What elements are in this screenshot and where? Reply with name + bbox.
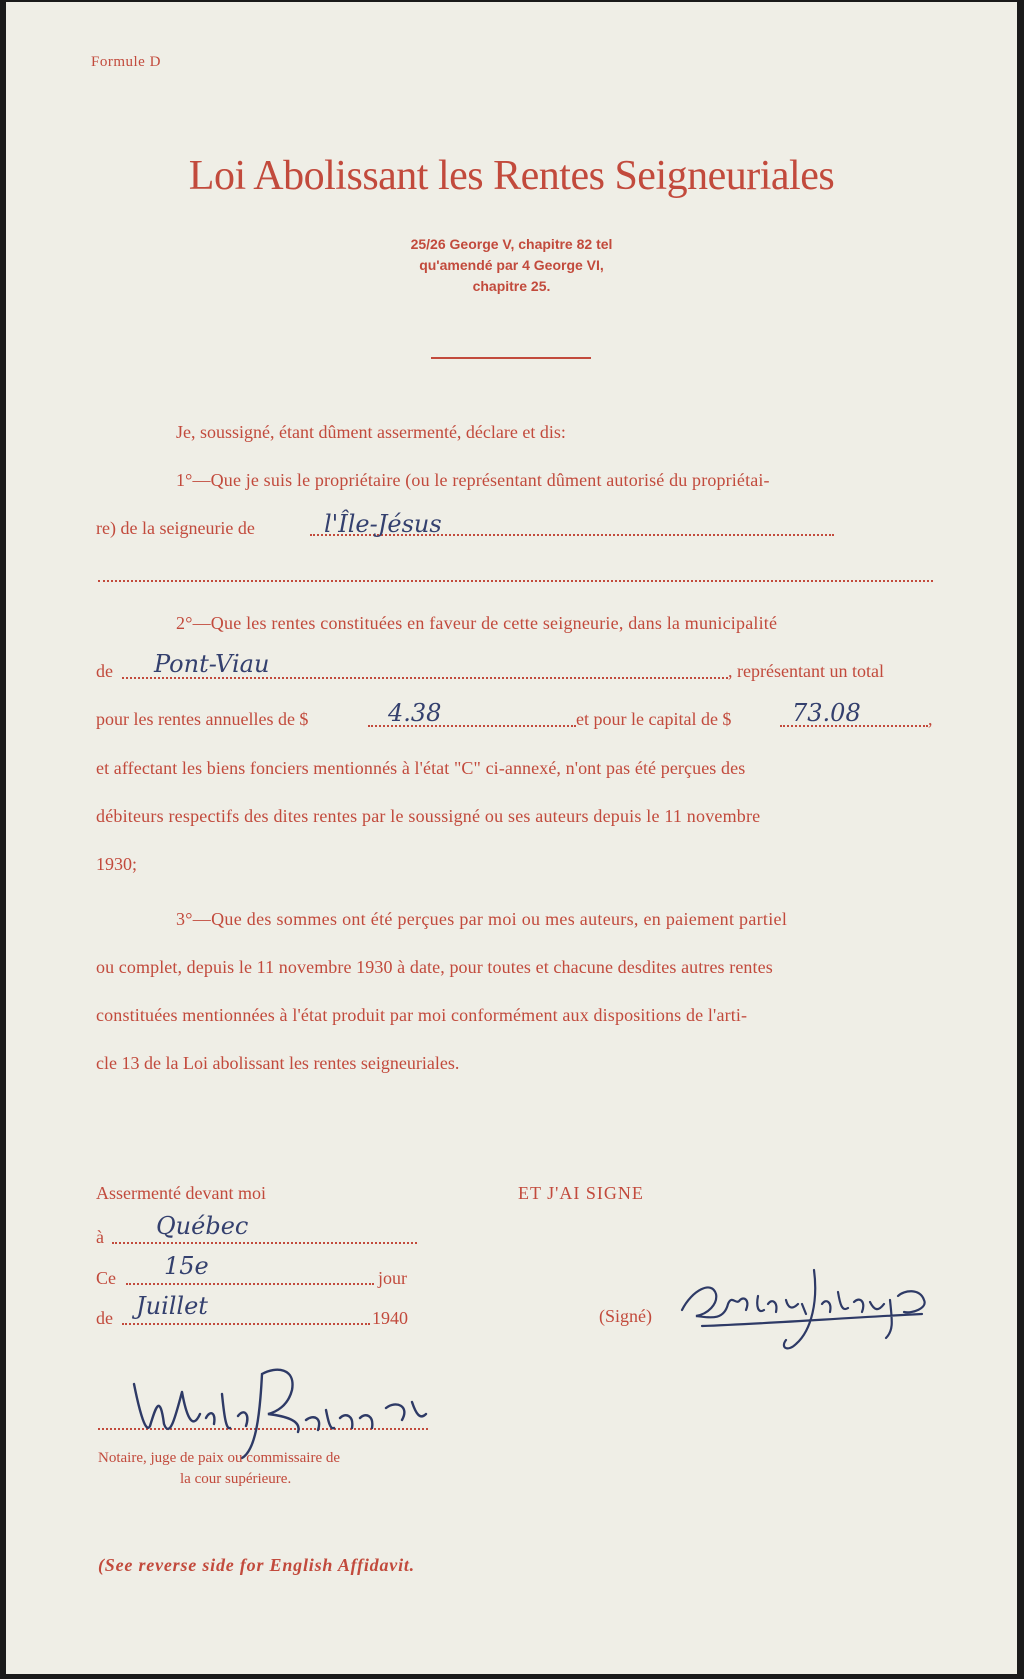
rentes-annuelles-label: pour les rentes annuelles de $ [96,709,309,729]
p1-line-2: re) de la seigneurie de [96,518,255,538]
subtitle-line-2: qu'amendé par 4 George VI, [419,257,604,273]
capital-comma: , [928,709,933,729]
rentes-annuelles-value: 4.38 [388,699,442,727]
sworn-label: Assermenté devant moi [96,1183,266,1203]
officer-title-line-1: Notaire, juge de paix ou commissaire de [98,1450,341,1466]
month-blank [122,1323,370,1325]
year-value: 1940 [372,1308,408,1328]
p2-line-6: 1930; [96,854,138,874]
p3-line-3: constituées mentionnées à l'état produit par moi conformément aux dispositions de l'arti- [96,1005,748,1025]
subtitle-line-3: chapitre 25. [472,278,551,294]
month-prefix: de [96,1308,113,1328]
day-suffix: jour [378,1268,407,1288]
place-blank [112,1242,417,1244]
p1-blank-line [98,580,933,582]
page-title: Loi Abolissant les Rentes Seigneuriales [188,153,835,199]
signe-label: (Signé) [599,1306,652,1326]
p2-line-1: 2°—Que les rentes constituées en faveur de cette seigneurie, dans la municipalité [176,613,778,633]
day-blank [126,1283,374,1285]
day-prefix: Ce [96,1268,116,1288]
form-label: Formule D [91,54,161,70]
day-value: 15e [164,1252,209,1280]
p3-line-2: ou complet, depuis le 11 novembre 1930 à date, pour toutes et chacune desdites autres rentes [96,957,773,977]
place-value: Québec [156,1212,249,1240]
reverse-side-note: (See reverse side for English Affidavit. [98,1555,415,1575]
divider [431,357,591,359]
municipalite-value: Pont-Viau [154,650,270,678]
capital-value: 73.08 [792,699,861,727]
seigneurie-value: l'Île-Jésus [324,510,442,538]
p2-line-4: et affectant les biens fonciers mentionnés à l'état "C" ci-annexé, n'ont pas été perçues des [96,758,746,778]
p2-line-2-suffix: , représentant un total [728,661,884,681]
capital-label: et pour le capital de $ [576,709,732,729]
place-prefix: à [96,1227,104,1247]
officer-title-line-2: la cour supérieure. [180,1471,292,1487]
p1-line-1: 1°—Que je suis le propriétaire (ou le représentant dûment autorisé du propriétai- [176,470,770,490]
p3-line-4: cle 13 de la Loi abolissant les rentes seigneuriales. [96,1053,460,1073]
intro-text: Je, soussigné, étant dûment assermenté, déclare et dis: [176,422,566,442]
p2-de-label: de [96,661,113,681]
signed-heading: ET J'AI SIGNE [518,1183,644,1203]
subtitle-line-1: 25/26 George V, chapitre 82 tel [410,236,613,252]
p3-line-1: 3°—Que des sommes ont été perçues par moi ou mes auteurs, en paiement partiel [176,909,788,929]
form-page [6,2,1017,1674]
month-value: Juillet [136,1292,208,1320]
p2-line-5: débiteurs respectifs des dites rentes par le soussigné ou ses auteurs depuis le 11 novembre [96,806,761,826]
declarant-signature [672,1260,972,1360]
officer-signature [126,1354,436,1464]
